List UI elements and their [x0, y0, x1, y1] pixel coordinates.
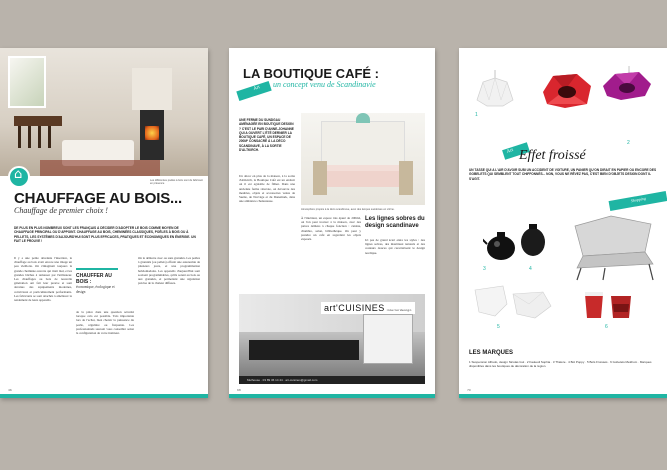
boutique-interior-photo [301, 113, 425, 205]
article-intro: UNE FERME DU SUNDGAU AMÉNAGÉE EN BOUTIQUE DESIGN ? C'EST LE PARI D'ANNE-JOHANNE QUI A OUVERT L'ÉTÉ DERNIER LA BOUTIQUE CAFÉ, UN ESPACE DE 200M² CONSACRÉ À LA DÉCO SCANDINAVE, À LA SORTIE D'ALTKIRCH. [239, 118, 294, 153]
magazine-page-boutique [229, 48, 435, 398]
section-tag: Art [502, 142, 530, 160]
body-column-1: Un décor en plus de la maison, à la sortie d'Altkirch, la Boutique Café est un endroit où il est agréable de flâner. Dans une ancienne ferme rénovée, on découvre des meubles, objets et accessoires venus de Suède, de Norvège et du Danemark, dans une ambiance chaleureuse. [239, 174, 295, 204]
stove-interior-photo [0, 48, 208, 176]
footer-bar [0, 394, 208, 398]
body-column-2: de la pièce dans une question sécurité lorsque cela est possible. Très importante lors de l'achat, bien choisir la puissance du poêle, régulière ou fréquente. Les professionnels sauront vous conseiller selon la configuration de votre intérieur. [76, 310, 134, 336]
photo-caption: Les différentes poêles à bois sont du fabricant en présence [150, 179, 203, 185]
body-column-1: Il y a une petite décennie l'insertion, le chauffage au bois avait encore une image un peu vieillotte. On s'imaginait toujours la grande cheminée ouverte qui tirait mal, et les grandes bûches à ramasser par l'utilisateur. Les chauffages au bois de nouvelle génération ont fait leur preuve et sont devenus des équipements modernes, conviviaux et particulièrement performants. Les fabricants se sont attachés à améliorer le rendement de leurs appareils. [14, 256, 72, 303]
magazine-page-effet-froisse [459, 48, 667, 398]
footer-bar [459, 394, 667, 398]
footer-bar [229, 394, 435, 398]
article-title: LA BOUTIQUE CAFÉ : [243, 66, 380, 81]
grey-armchair-image [565, 212, 659, 282]
article-title: CHAUFFAGE AU BOIS... [14, 190, 182, 207]
item-number: 2 [627, 140, 630, 146]
red-pendant-lamp-image [539, 70, 595, 112]
black-teapots-image [483, 220, 553, 264]
body-column-3: Ici pas de grand écart entre les styles : des lignes sobres, des matériaux naturels et des couleurs douces qui caractérisent le design nordique. [365, 238, 425, 255]
page-number: 46 [8, 388, 12, 392]
article-intro: UN TASSE QUI A L'AIR D'AVOIR SUBI UN ACCIDENT DE VOITURE, UN PANIER QU'ON DIRAIT EN PAPIER OU ENCORE DES GOBELETS QUI SEMBLENT TOUT CHIFFONNÉS... NON, VOUS NE RÊVEZ PAS, C'EST BIEN D'OBJETS DESIGN DONT IL S'AGIT. [469, 168, 657, 181]
brands-list: 1 Suspension Alfredo, design Nicolas Gut · 2 Fauteuil Sophia · 3 Théière · 4 Bol Poppy · 5 Bols Froissés · 6 Gobelets Meldrum · Marques disponibles dans les boutiques de décoration de la région. [469, 360, 652, 368]
item-number: 6 [605, 324, 608, 330]
item-number: 3 [483, 266, 486, 272]
body-column-2: À l'intérieur, un espace très épuré de 200m2, où l'on peut trouver à la maison, avec des pièces dédiées à chaque fonction : cuisine, chambre, salon, bibliothèque. On peut y prendre un café en regardant les objets exposés. [301, 216, 361, 242]
page-number: 68 [237, 388, 241, 392]
red-cups-image [579, 290, 639, 320]
box-subtitle: économique, écologique et design [76, 285, 115, 294]
magazine-page-chauffage [0, 48, 208, 398]
ad-footer: Mulhouse · 03 89 36 14 44 · art-cuisines@gmail.com [239, 376, 425, 384]
item-number: 5 [497, 324, 500, 330]
body-column-3: On le démarre avec ou sans granulés. Les poêles à granulés (ou pellets) offrent une autonomie de plusieurs jours, et une programmation hebdomadaire. Les appareils d'aujourd'hui sont souvent programmables, qu'ils soient au bois ou aux granulés, et permettent une régulation précise de la chaleur diffusée. [138, 256, 200, 286]
page-number: 70 [467, 388, 471, 392]
sidebar-box [76, 268, 118, 306]
section-tag: Art [236, 81, 271, 101]
item-number: 1 [475, 112, 478, 118]
white-pendant-lamp-image [473, 70, 517, 110]
white-crumpled-bowls-image [473, 284, 555, 320]
article-subtitle: un concept venu de Scandinavie [273, 80, 376, 89]
section-heading: Les lignes sobres du design scandinave [365, 216, 425, 229]
article-title: Effet froissé [519, 148, 586, 163]
purple-pendant-lamp-image [599, 66, 655, 104]
article-subtitle: Chauffage de premier choix ! [14, 206, 108, 215]
ad-logo: art'CUISINES interiordesign [321, 302, 415, 314]
shopping-banner: Shopping [609, 191, 667, 211]
house-icon [8, 166, 30, 188]
photo-caption: Atmosphère propice à la déco scandinave, avec des lampes suédoises en vitrine. [301, 208, 395, 211]
box-title: CHAUFFER AU BOIS : [76, 273, 112, 285]
kitchen-advertisement [239, 294, 425, 384]
article-intro: DE PLUS EN PLUS NOMBREUX SONT LES FRANÇAIS À DÉCIDER D'ADOPTER LE BOIS COMME MOYEN DE CHAUFFAGE PRINCIPAL OU D'APPOINT. CHAUFFAGE AU BOIS, CHEMINÉES CLASSIQUES, POÊLES À BOIS OU À PELLETS, LES SYSTÈMES D'AUJOURD'HUI SONT PLUS EFFICACES, PRATIQUES ET ÉCONOMIQUES EN ÉNERGIE. UN FAIT LE PROUVE ! [14, 226, 196, 243]
brands-heading: LES MARQUES [469, 350, 514, 356]
item-number: 4 [529, 266, 532, 272]
